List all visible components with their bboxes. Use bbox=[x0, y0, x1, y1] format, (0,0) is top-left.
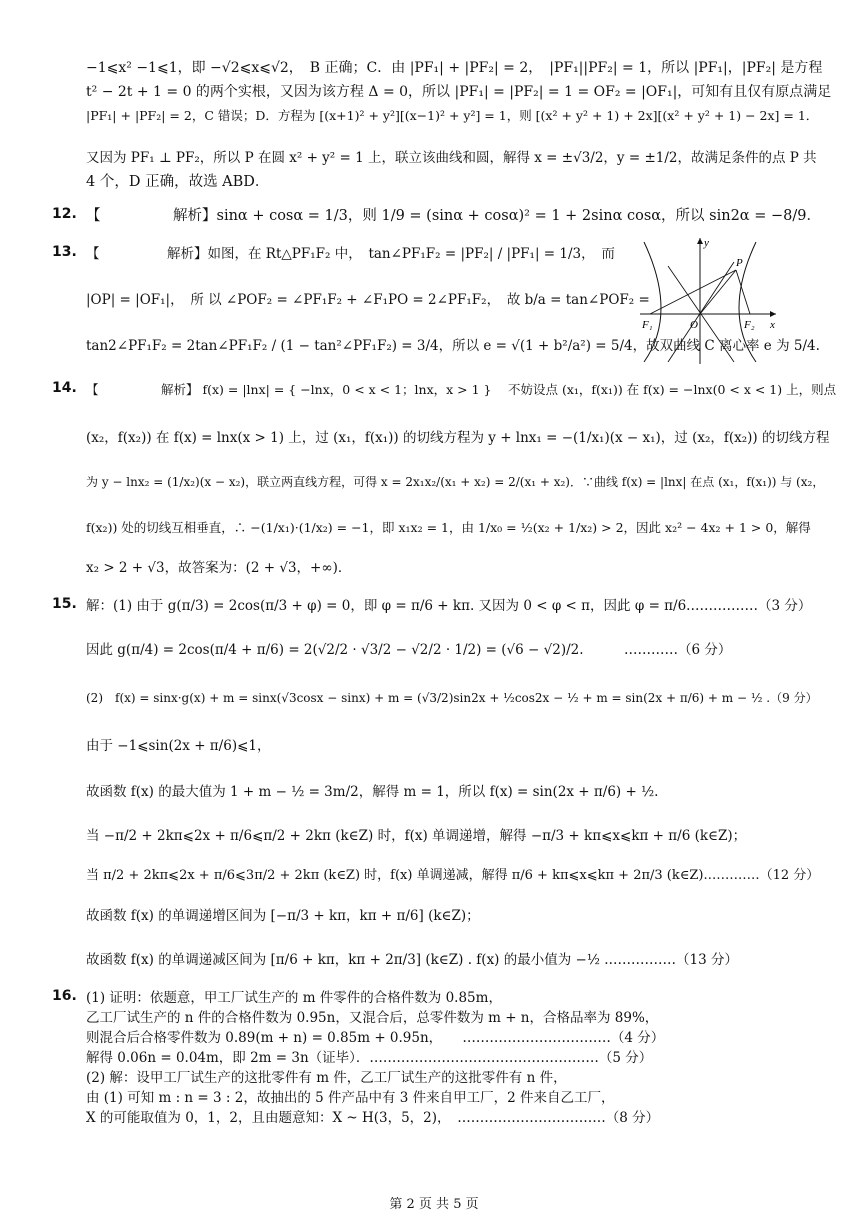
q16-line-5: (2) 解：设甲工厂试生产的这批零件有 m 件，乙工厂试生产的这批零件有 n 件， bbox=[86, 1070, 567, 1086]
q16-line-1: (1) 证明：依题意，甲工厂试生产的 m 件零件的合格件数为 0.85m， bbox=[86, 990, 502, 1006]
q12-number: 12. bbox=[52, 206, 77, 222]
q15-line-2: 因此 g(π/4) = 2cos(π/4 + π/6) = 2(√2/2 · √3/2 − √2/2 · 1/2) = (√6 − √2)/2. …………（6 分） bbox=[86, 642, 732, 658]
label-F2: F₂ bbox=[744, 319, 755, 331]
page-footer: 第 2 页 共 5 页 bbox=[389, 1197, 479, 1212]
q15-line-9: 故函数 f(x) 的单调递减区间为 [π/6 + kπ，kπ + 2π/3] (k∈Z) . f(x) 的最小值为 −½ .……………（13 分） bbox=[86, 952, 738, 968]
label-F1: F₁ bbox=[642, 319, 653, 331]
q16-line-4: 解得 0.06n = 0.04m，即 2m = 3n（证毕）．……………………………………………（5 分） bbox=[86, 1050, 653, 1066]
y-axis-arrow-icon bbox=[697, 238, 703, 244]
q15-line-8: 故函数 f(x) 的单调递增区间为 [−π/3 + kπ，kπ + π/6] (k∈Z)； bbox=[86, 908, 480, 924]
label-O: O bbox=[690, 319, 698, 331]
q14-line-2: (x₂，f(x₂)) 在 f(x) = lnx(x > 1) 上，过 (x₁，f(x₁)) 的切线方程为 y + lnx₁ = −(1/x₁)(x − x₁)，过 (x₂，f(x₂)) 的切线方程 bbox=[86, 430, 830, 446]
segment-F1P bbox=[650, 270, 736, 314]
x-axis-arrow-icon bbox=[770, 311, 776, 317]
q15-line-4: 由于 −1⩽sin(2x + π/6)⩽1， bbox=[86, 738, 271, 754]
q16-line-6: 由 (1) 可知 m : n = 3 : 2，故抽出的 5 件产品中有 3 件来自甲工厂，2 件来自乙工厂， bbox=[86, 1090, 615, 1106]
q11-line-4: 又因为 PF₁ ⊥ PF₂，所以 P 在圆 x² + y² = 1 上，联立该曲线和圆，解得 x = ±√3/2，y = ±1/2，故满足条件的点 P 共 bbox=[86, 150, 817, 166]
q15-line-7: 当 π/2 + 2kπ⩽2x + π/6⩽3π/2 + 2kπ (k∈Z) 时，f(x) 单调递减，解得 π/6 + kπ⩽x⩽kπ + 2π/3 (k∈Z).…………（12 分） bbox=[86, 868, 820, 883]
hyperbola-left-branch bbox=[644, 242, 661, 362]
q15-number: 15. bbox=[52, 596, 77, 612]
q16-line-3: 则混合后合格零件数为 0.89(m + n) = 0.85m + 0.95n， ……………………………（4 分） bbox=[86, 1030, 665, 1046]
label-x: x bbox=[770, 319, 775, 331]
q13-line-2: |OP| = |OF₁|， 所 以 ∠POF₂ = ∠PF₁F₂ + ∠F₁PO = 2∠PF₁F₂， 故 b/a = tan∠POF₂ = bbox=[86, 292, 650, 308]
q11-line-3: |PF₁| + |PF₂| = 2，C 错误；D．方程为 [(x+1)² + y²][(x−1)² + y²] = 1，则 [(x² + y² + 1) + 2x][(x² + y² + 1) − 2x] = 1． bbox=[86, 108, 819, 123]
q12-text: 【 解析】sinα + cosα = 1/3，则 1/9 = (sinα + cosα)² = 1 + 2sinα cosα，所以 sin2α = −8/9． bbox=[86, 208, 821, 224]
q14-line-1: 【 解析】 f(x) = |lnx| = { −lnx，0 < x < 1；lnx，x > 1 } 不妨设点 (x₁，f(x₁)) 在 f(x) = −lnx(0 < x < 1) 上，则点 bbox=[86, 382, 837, 397]
q16-line-7: X 的可能取值为 0，1，2，且由题意知：X ~ H(3，5，2)， ……………………………（8 分） bbox=[86, 1110, 660, 1126]
q13-number: 13. bbox=[52, 244, 77, 260]
q14-line-4: f(x₂)) 处的切线互相垂直，∴ −(1/x₁)·(1/x₂) = −1，即 x₁x₂ = 1，由 1/x₀ = ½(x₂ + 1/x₂) > 2，因此 x₂² − 4x₂ + 1 > 0，解得 bbox=[86, 520, 811, 535]
segment-OP bbox=[700, 270, 736, 314]
q13-line-3: tan2∠PF₁F₂ = 2tan∠PF₁F₂ / (1 − tan²∠PF₁F₂) = 3/4，所以 e = √(1 + b²/a²) = 5/4，故双曲线 C 离心率 e 为 5/4. bbox=[86, 338, 820, 354]
q14-number: 14. bbox=[52, 380, 77, 396]
q11-line-2: t² − 2t + 1 = 0 的两个实根，又因为该方程 Δ = 0，所以 |PF₁| = |PF₂| = 1 = OF₂ = |OF₁|，可知有且仅有原点满足 bbox=[86, 84, 832, 100]
q11-line-1: −1⩽x² −1⩽1，即 −√2⩽x⩽√2， B 正确；C．由 |PF₁| + |PF₂| = 2， |PF₁||PF₂| = 1，所以 |PF₁|，|PF₂| 是方程 bbox=[86, 60, 823, 76]
q15-line-3: (2) f(x) = sinx·g(x) + m = sinx(√3cosx − sinx) + m = (√3/2)sin2x + ½cos2x − ½ + m = sin(2x + π/6) + m − ½ .（9 分） bbox=[86, 691, 818, 705]
hyperbola-figure bbox=[638, 232, 780, 366]
q15-line-1: 解：(1) 由于 g(π/3) = 2cos(π/3 + φ) = 0，即 φ = π/6 + kπ. 又因为 0 < φ < π，因此 φ = π/6.……………（3 分） bbox=[86, 598, 812, 614]
label-y: y bbox=[704, 237, 709, 249]
q14-line-5: x₂ > 2 + √3，故答案为：(2 + √3，+∞)． bbox=[86, 560, 352, 576]
q16-line-2: 乙工厂试生产的 n 件的合格件数为 0.95n，又混合后，总零件数为 m + n，合格品率为 89%， bbox=[86, 1010, 659, 1026]
q15-line-5: 故函数 f(x) 的最大值为 1 + m − ½ = 3m/2，解得 m = 1，所以 f(x) = sin(2x + π/6) + ½. bbox=[86, 784, 659, 800]
q14-line-3: 为 y − lnx₂ = (1/x₂)(x − x₂)，联立两直线方程，可得 x = 2x₁x₂/(x₁ + x₂) = 2/(x₁ + x₂)．∵曲线 f(x) = |lnx| 在点 (x₁，f(x₁)) 与 (x₂， bbox=[86, 475, 825, 489]
label-P: P bbox=[736, 257, 743, 269]
q16-number: 16. bbox=[52, 988, 77, 1004]
q13-line-1: 【 解析】如图，在 Rt△PF₁F₂ 中， tan∠PF₁F₂ = |PF₂| / |PF₁| = 1/3， 而 bbox=[86, 246, 615, 262]
q11-line-5: 4 个，D 正确，故选 ABD． bbox=[86, 174, 270, 190]
q15-line-6: 当 −π/2 + 2kπ⩽2x + π/6⩽π/2 + 2kπ (k∈Z) 时，f(x) 单调递增，解得 −π/3 + kπ⩽x⩽kπ + π/6 (k∈Z)； bbox=[86, 828, 747, 844]
